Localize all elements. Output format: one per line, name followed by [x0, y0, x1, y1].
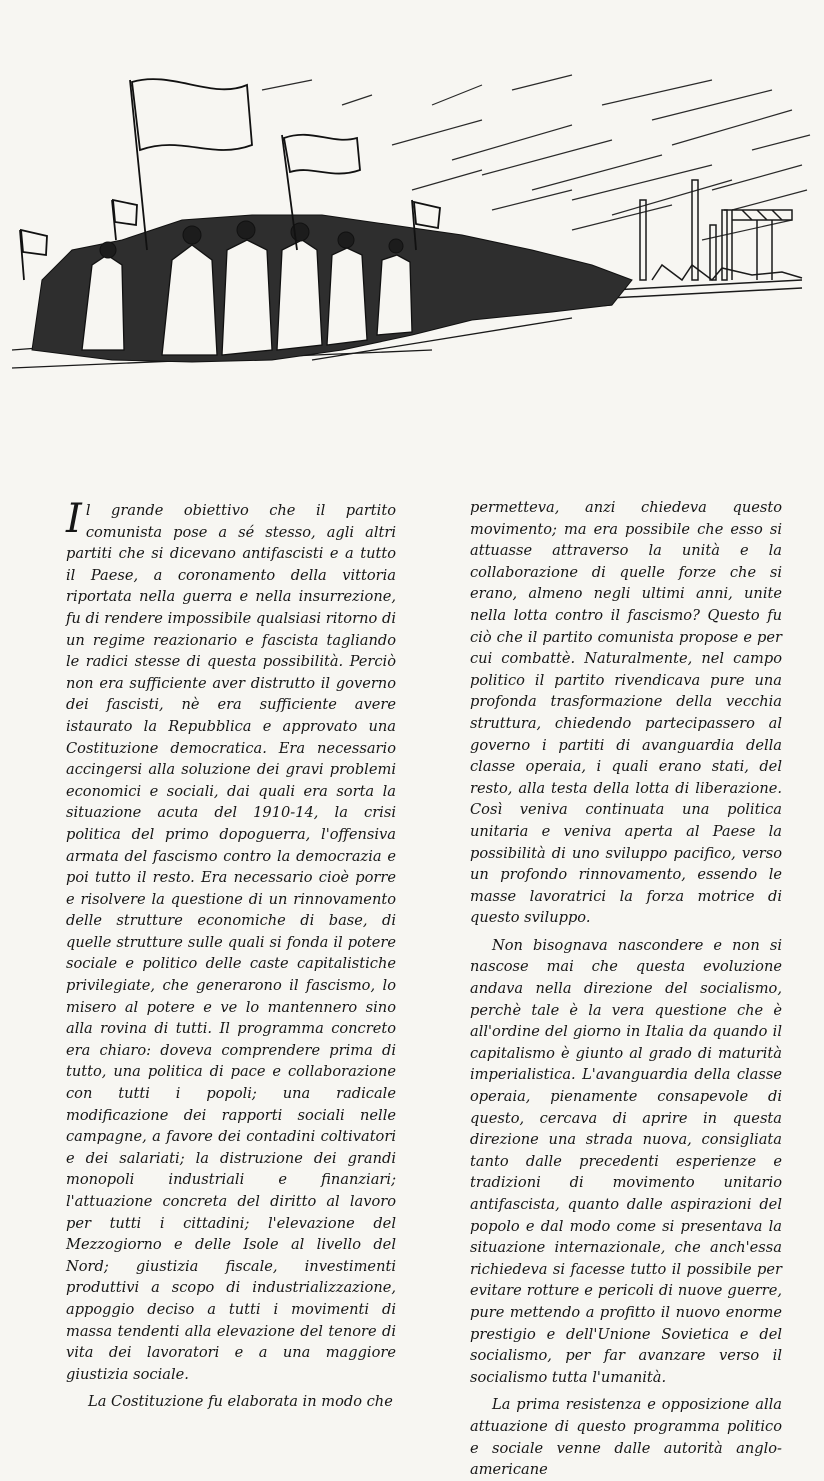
paragraph: La Costituzione fu elaborata in modo che: [88, 1393, 393, 1411]
procession-illustration: [12, 50, 812, 380]
paragraph: [66, 496, 396, 1385]
drop-cap: I: [66, 496, 82, 542]
paragraph: permetteva, anzi chiedeva questo movimento; ma era possibile che esso si attuasse attraverso la unità e la collaborazione di quelle forze che si erano, almeno negli ultimi anni, unite nella lotta contro il fascismo? Questo fu ciò che il partito comunista propose e per cui combattè. Naturalmente, nel campo politico il partito rivendicava pure una profonda trasformazione della vecchia struttura, chiedendo partecipassero al governo i partiti di avanguardia della classe operaia, i quali erano stati, del resto, alla testa della lotta di liberazione. Così veniva continuata una politica unitaria e veniva aperta al Paese la possibilità di uno sviluppo pacifico, verso un profondo rinnovamento, essendo le masse lavoratrici la forza motrice di questo sviluppo.: [470, 499, 782, 927]
paragraph-text: l grande obiettivo che il partito comunista pose a sé stesso, agli altri partiti che si dicevano antifascisti e a tutto il Paese, a coronamento della vittoria riportata nella guerra e nella insurrezione, fu di rendere impossibile qualsiasi ritorno di un regime reazionario e fascista tagliando le radici stesse di questa possibilità. Perciò non era sufficiente aver distrutto il governo dei fascisti, nè era sufficiente avere istaurato la Repubblica e approvato una Costituzione democratica. Era necessario accingersi alla soluzione dei gravi problemi economici e sociali, dai quali era sorta la situazione acuta del 1910-14, la crisi politica del primo dopoguerra, l'offensiva armata del fascismo contro la democrazia e poi tutto il resto. Era necessario cioè porre e risolvere la questione di un rinnovamento delle strutture economiche di base, di quelle strutture sulle quali si fonda il potere sociale e politico delle caste capitalistiche privilegiate, che generarono il fascismo, lo misero al potere e ve lo mantennero sino alla rovina di tutti. Il programma concreto era chiaro: doveva comprendere prima di tutto, una politica di pace e collaborazione con tutti i popoli; una radicale modificazione dei rapporti sociali nelle campagne, a favore dei contadini coltivatori e dei salariati; la distruzione dei grandi monopoli industriali e finanziari; l'attuazione concreta del diritto al lavoro per tutti i cittadini; l'elevazione del Mezzogiorno e delle Isole al livello del Nord; giustizia fiscale, investimenti produttivi a scopo di industrializzazione, appoggio deciso a tutti i movimenti di massa tendenti alla elevazione del tenore di vita dei lavoratori e a una maggiore giustizia sociale.: [66, 502, 396, 1383]
paragraph: La prima resistenza e opposizione alla attuazione di questo programma politico e sociale venne dalle autorità anglo-americane: [470, 1396, 782, 1479]
paragraph: Non bisognava nascondere e non si nascose mai che questa evoluzione andava nella direzione del socialismo, perchè tale è la vera questione che è all'ordine del giorno in Italia da quando il capitalismo è giunto al grado di maturità imperialistica. L'avanguardia della classe operaia, pienamente consapevole di questo, cercava di aprire in questa direzione una strada nuova, consigliata tanto dalle precedenti esperienze e tradizioni di movimento unitario antifascista, quanto dalle aspirazioni del popolo e dal modo come si presentava la situazione internazionale, che anch'essa richiedeva si facesse tutto il possibile per evitare rotture e pericoli di nuove guerre, pure mettendo a profitto il nuovo enorme prestigio e dell'Unione Sovietica e del socialismo, per far avanzare verso il socialismo tutta l'umanità.: [470, 936, 782, 1386]
article-column-left: [66, 496, 396, 1413]
crowd: [32, 215, 632, 362]
article-column-right: [470, 497, 782, 1481]
